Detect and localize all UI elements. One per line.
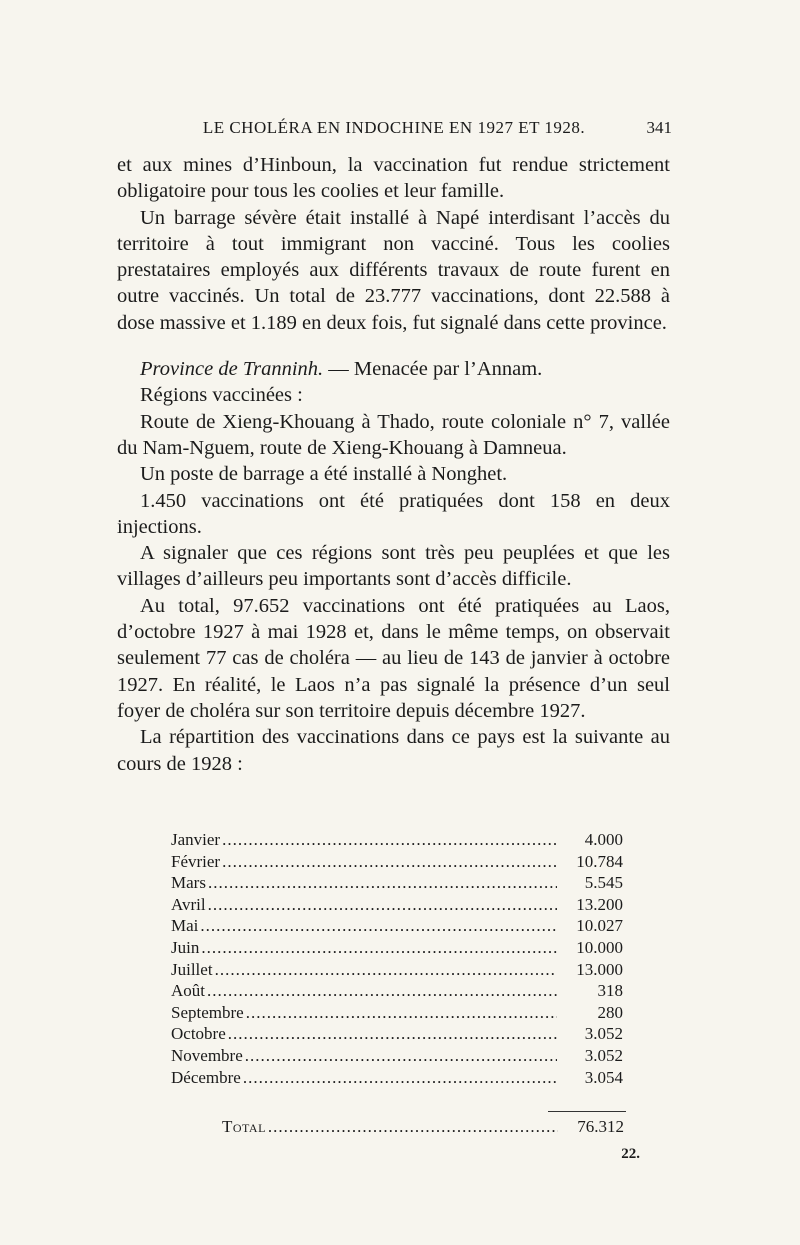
table-row [171,873,623,895]
leader-dots [268,1117,558,1137]
month-value: 10.027 [576,916,623,936]
table-row [171,1068,623,1090]
paragraph-1: et aux mines d’Hinboun, la vaccination fut rendue strictement obligatoire pour tous les coolies et leur famille. [117,154,670,203]
paragraph-repartition: La répartition des vaccinations dans ce pays est la suivante au cours de 1928 : [117,726,670,775]
month-value: 318 [597,981,623,1001]
total-label: Total [222,1117,266,1136]
month-label: Mai [171,916,199,936]
total-rule [548,1111,626,1112]
table-row [171,981,623,1003]
table-row [171,960,623,982]
month-value: 10.784 [576,851,623,871]
signature-mark: 22. [621,1146,640,1162]
month-value: 3.052 [584,1024,623,1044]
paragraph-barrage: Un poste de barrage a été installé à Nonghet. [140,463,508,486]
table-row [171,895,623,917]
month-label: Juillet [171,959,213,979]
leader-dots [222,830,557,850]
table-row [171,830,623,852]
month-value: 280 [597,1002,623,1022]
month-label: Janvier [171,830,221,849]
body-text [117,152,670,777]
month-value: 3.052 [584,1045,623,1065]
leader-dots [208,895,557,915]
month-label: Octobre [171,1024,226,1044]
table-row [171,916,623,938]
paragraph-route: Route de Xieng-Khouang à Thado, route coloniale n° 7, vallée du Nam-Nguem, route de Xieng-Khouang à Damneua. [117,410,670,459]
month-label: Septembre [171,1002,244,1022]
table-row [171,1046,623,1068]
total-row [222,1117,624,1139]
leader-dots [228,1024,557,1044]
leader-dots [243,1068,557,1088]
leader-dots [207,981,557,1001]
leader-dots [200,916,557,936]
month-label: Avril [171,894,206,914]
table-row [171,852,623,874]
province-title: Province de Tranninh. [140,358,324,381]
month-label: Décembre [171,1067,241,1087]
vaccination-table [171,830,623,1089]
month-label: Novembre [171,1045,243,1065]
table-row [171,938,623,960]
month-value: 4.000 [584,830,623,849]
leader-dots [246,1003,557,1023]
running-title: LE CHOLÉRA EN INDOCHINE EN 1927 ET 1928. [202,118,586,137]
table-row [171,1024,623,1046]
month-value: 10.000 [576,937,623,957]
paragraph-signaler: A signaler que ces régions sont très peu peuplées et que les villages d’ailleurs peu importants sont d’accès difficile. [117,542,670,591]
month-label: Juin [171,937,200,957]
month-value: 13.200 [576,894,623,914]
month-label: Mars [171,873,206,893]
paragraph-vaccinations: 1.450 vaccinations ont été pratiquées dont 158 en deux injections. [117,489,670,538]
province-threat: — Menacée par l’Annam. [323,358,543,381]
leader-dots [222,852,557,872]
leader-dots [245,1046,557,1066]
month-value: 3.054 [584,1067,623,1087]
paragraph-regions: Régions vaccinées : [140,384,303,407]
paragraph-2: Un barrage sévère était installé à Napé interdisant l’accès du territoire à tout immigrant non vacciné. Tous les coolies prestataires employés aux différents travaux de route furent en outre vaccinés. Un total de 23.777 vaccinations, dont 22.588 à dose massive et 1.189 en deux fois, fut signalé dans cette province. [117,206,670,334]
leader-dots [201,938,557,958]
month-value: 13.000 [576,959,623,979]
paragraph-province-heading [117,356,670,382]
paragraph-total: Au total, 97.652 vaccinations ont été pratiquées au Laos, d’octobre 1927 à mai 1928 et, dans le même temps, on observait seulement 77 cas de choléra — au lieu de 143 de janvier à octobre 1927. En réalité, le Laos n’a pas signalé la présence d’un seul foyer de choléra sur son territoire depuis décembre 1927. [117,594,670,722]
month-label: Août [171,981,205,1001]
leader-dots [208,873,557,893]
month-value: 5.545 [584,873,623,893]
total-value: 76.312 [577,1117,624,1136]
leader-dots [215,960,557,980]
page-number: 341 [646,118,672,137]
month-label: Février [171,851,221,871]
table-row [171,1003,623,1025]
